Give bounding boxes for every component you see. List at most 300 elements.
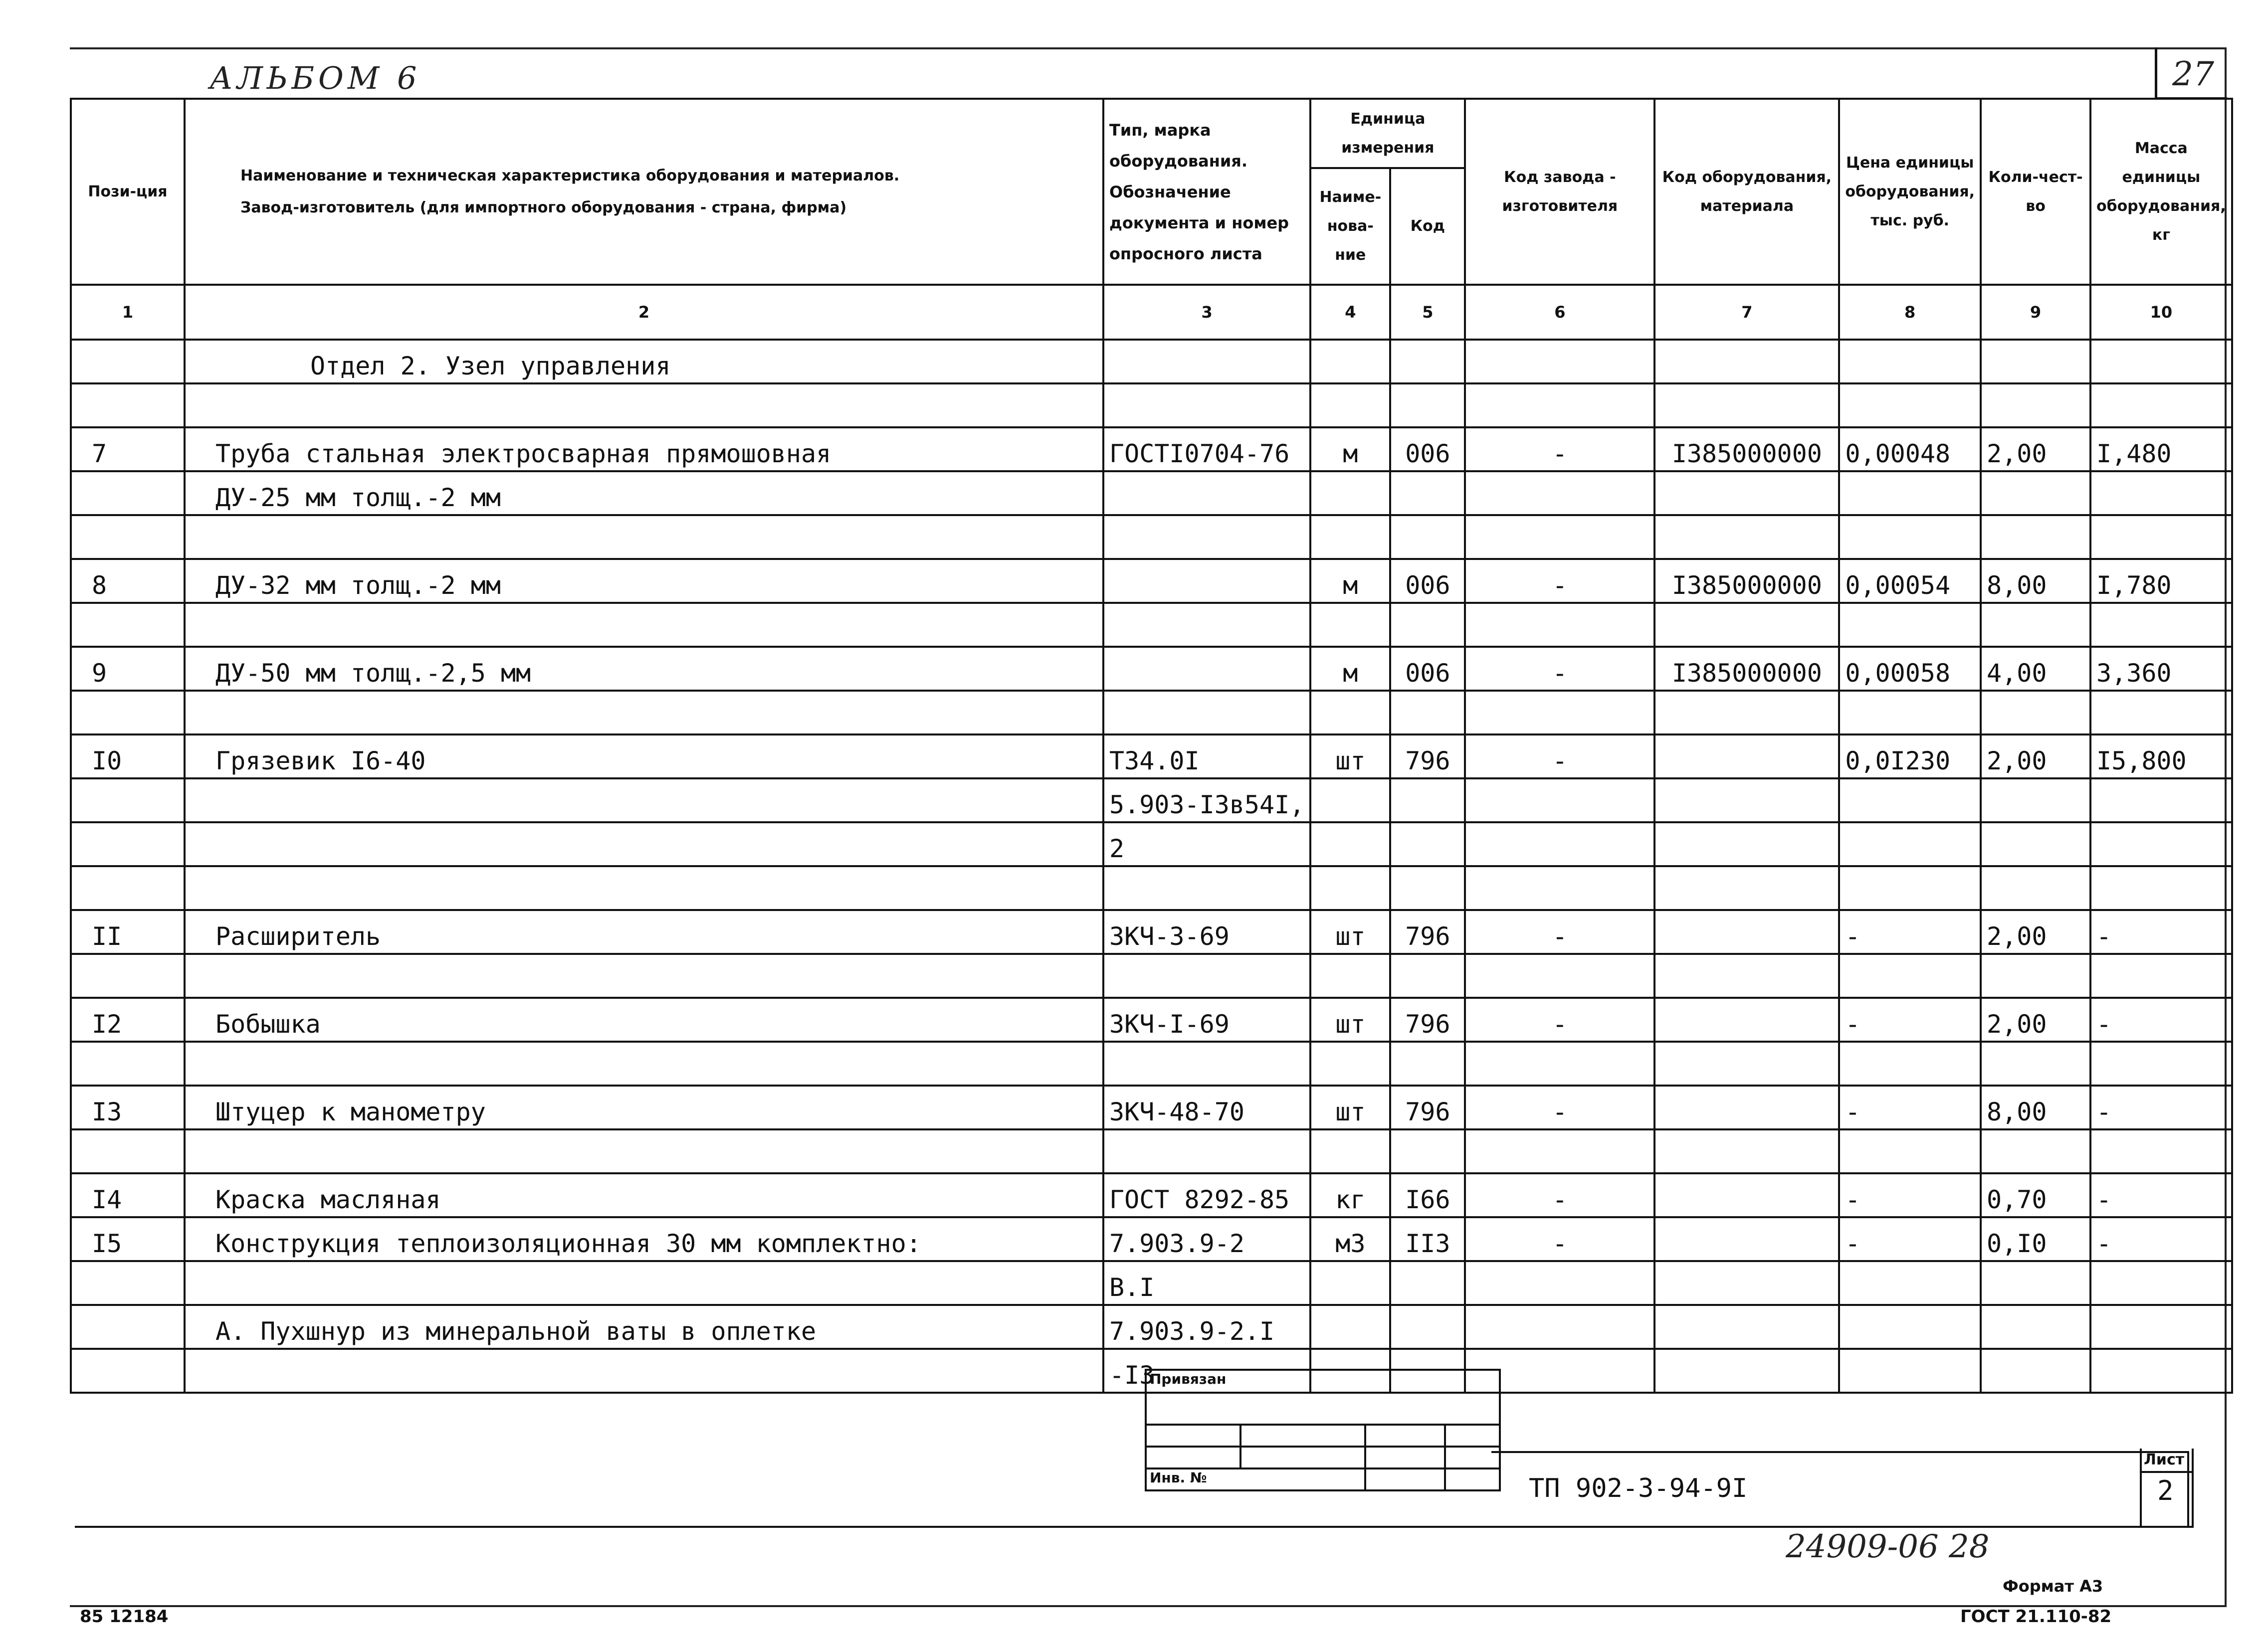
unit-name-cell (1310, 603, 1390, 647)
price-cell (1839, 954, 1981, 998)
table-row (71, 647, 2232, 691)
unit-name-cell: м3 (1310, 1217, 1390, 1261)
unit-code-cell (1390, 1305, 1465, 1349)
type-cell: -I3 (1103, 1349, 1310, 1393)
mass-cell (2090, 1305, 2232, 1349)
unit-name-cell (1310, 954, 1390, 998)
header-name-line1: Наименование и техническая характеристика оборудования и материалов. (240, 167, 900, 184)
factory-code-cell: - (1465, 910, 1654, 954)
sheet-divider (2140, 1471, 2192, 1473)
type-cell (1103, 383, 1310, 427)
price-cell: - (1839, 998, 1981, 1042)
inventory-number: 24909-06 28 (1786, 1528, 1990, 1565)
material-code-cell (1654, 1042, 1839, 1086)
type-cell (1103, 603, 1310, 647)
mass-cell (2090, 778, 2232, 822)
factory-code-cell: - (1465, 734, 1654, 778)
type-cell: ГОСТI0704-76 (1103, 427, 1310, 471)
stamp-cell (1365, 1425, 1445, 1447)
material-code-cell (1654, 1173, 1839, 1217)
price-cell: 0,00058 (1839, 647, 1981, 691)
type-cell (1103, 340, 1310, 383)
price-cell (1839, 383, 1981, 427)
name-cell: ДУ-25 мм толщ.-2 мм (185, 471, 1103, 515)
name-cell (185, 1129, 1103, 1173)
type-cell: ГОСТ 8292-85 (1103, 1173, 1310, 1217)
factory-code-cell (1465, 1129, 1654, 1173)
position-cell: I4 (71, 1173, 185, 1217)
factory-code-cell (1465, 954, 1654, 998)
position-cell (71, 1305, 185, 1349)
quantity-cell (1981, 1349, 2090, 1393)
quantity-cell: 2,00 (1981, 734, 2090, 778)
mass-cell (2090, 1042, 2232, 1086)
table-row (71, 1217, 2232, 1261)
unit-name-cell: шт (1310, 998, 1390, 1042)
price-cell (1839, 1349, 1981, 1393)
price-cell: - (1839, 910, 1981, 954)
unit-code-cell (1390, 471, 1465, 515)
position-cell (71, 515, 185, 559)
type-cell (1103, 647, 1310, 691)
unit-code-cell (1390, 866, 1465, 910)
position-cell (71, 866, 185, 910)
quantity-cell: 0,70 (1981, 1173, 2090, 1217)
table-row (71, 603, 2232, 647)
position-cell (71, 778, 185, 822)
table-row (71, 691, 2232, 734)
unit-code-cell: 006 (1390, 427, 1465, 471)
factory-code-cell: - (1465, 427, 1654, 471)
quantity-cell (1981, 691, 2090, 734)
table-row (71, 998, 2232, 1042)
quantity-cell: 8,00 (1981, 1086, 2090, 1129)
quantity-cell (1981, 778, 2090, 822)
price-cell: 0,00048 (1839, 427, 1981, 471)
factory-code-cell (1465, 1305, 1654, 1349)
mass-cell (2090, 603, 2232, 647)
quantity-cell: 0,I0 (1981, 1217, 2090, 1261)
header-unit: Единица измерения (1310, 99, 1465, 168)
mass-cell: - (2090, 1173, 2232, 1217)
unit-code-cell: 006 (1390, 559, 1465, 603)
unit-code-cell (1390, 1042, 1465, 1086)
quantity-cell (1981, 515, 2090, 559)
position-cell (71, 1042, 185, 1086)
unit-code-cell: 006 (1390, 647, 1465, 691)
stamp-cell (1240, 1447, 1365, 1468)
position-cell (71, 471, 185, 515)
position-cell (71, 603, 185, 647)
specification-table (70, 98, 2233, 1394)
type-cell (1103, 954, 1310, 998)
stamp-cell (1365, 1447, 1445, 1468)
type-cell: 7.903.9-2 (1103, 1217, 1310, 1261)
quantity-cell (1981, 471, 2090, 515)
mass-cell: I,480 (2090, 427, 2232, 471)
material-code-cell (1654, 866, 1839, 910)
header-price: Цена единицы оборудования, тыс. руб. (1839, 99, 1981, 285)
material-code-cell (1654, 1349, 1839, 1393)
format-label: Формат А3 (2003, 1577, 2103, 1596)
sheet-number: 2 (2157, 1475, 2174, 1506)
factory-code-cell (1465, 866, 1654, 910)
header-name-line2: Завод-изготовитель (для импортного оборудования - страна, фирма) (240, 198, 847, 216)
type-cell (1103, 471, 1310, 515)
position-cell (71, 1129, 185, 1173)
unit-name-cell (1310, 1129, 1390, 1173)
price-cell (1839, 1129, 1981, 1173)
mass-cell (2090, 866, 2232, 910)
quantity-cell (1981, 1129, 2090, 1173)
mass-cell (2090, 340, 2232, 383)
table-row (71, 866, 2232, 910)
unit-code-cell (1390, 383, 1465, 427)
price-cell: 0,0I230 (1839, 734, 1981, 778)
mass-cell (2090, 383, 2232, 427)
price-cell (1839, 603, 1981, 647)
name-cell: ДУ-50 мм толщ.-2,5 мм (185, 647, 1103, 691)
quantity-cell (1981, 1042, 2090, 1086)
position-cell (71, 340, 185, 383)
mass-cell (2090, 822, 2232, 866)
name-cell: Расширитель (185, 910, 1103, 954)
unit-name-cell: м (1310, 647, 1390, 691)
header-factory-code: Код завода - изготовителя (1465, 99, 1654, 285)
factory-code-cell: - (1465, 1086, 1654, 1129)
name-cell (185, 1261, 1103, 1305)
name-cell (185, 954, 1103, 998)
specification-body (71, 340, 2232, 1393)
unit-code-cell: 796 (1390, 734, 1465, 778)
mass-cell: I,780 (2090, 559, 2232, 603)
unit-name-cell: кг (1310, 1173, 1390, 1217)
factory-code-cell (1465, 515, 1654, 559)
material-code-cell (1654, 822, 1839, 866)
header-quantity: Коли-чест-во (1981, 99, 2090, 285)
type-cell (1103, 559, 1310, 603)
header-unit-name: Наиме-нова-ние (1310, 168, 1390, 285)
material-code-cell (1654, 734, 1839, 778)
position-cell: 8 (71, 559, 185, 603)
mass-cell (2090, 1261, 2232, 1305)
table-row (71, 1305, 2232, 1349)
unit-code-cell (1390, 1129, 1465, 1173)
table-row (71, 383, 2232, 427)
mass-cell: - (2090, 1086, 2232, 1129)
column-number: 2 (185, 285, 1103, 340)
position-cell (71, 1349, 185, 1393)
factory-code-cell: - (1465, 559, 1654, 603)
stamp-linked-label: Привязан (1146, 1370, 1500, 1425)
quantity-cell: 2,00 (1981, 998, 2090, 1042)
unit-code-cell: 796 (1390, 998, 1465, 1042)
unit-code-cell (1390, 691, 1465, 734)
stamp-cell (1445, 1425, 1500, 1447)
table-row (71, 778, 2232, 822)
unit-name-cell (1310, 1261, 1390, 1305)
mass-cell (2090, 515, 2232, 559)
type-cell: 2 (1103, 822, 1310, 866)
position-cell: II (71, 910, 185, 954)
quantity-cell (1981, 603, 2090, 647)
type-cell (1103, 1042, 1310, 1086)
quantity-cell: 4,00 (1981, 647, 2090, 691)
position-cell: I0 (71, 734, 185, 778)
type-cell: 5.903-I3в54I, (1103, 778, 1310, 822)
factory-code-cell (1465, 822, 1654, 866)
column-number: 5 (1390, 285, 1465, 340)
table-row (71, 1173, 2232, 1217)
price-cell (1839, 822, 1981, 866)
stamp-cell (1146, 1425, 1240, 1447)
mass-cell: - (2090, 910, 2232, 954)
document-number: ТП 902-3-94-9I (1529, 1473, 1748, 1503)
table-row (71, 822, 2232, 866)
position-cell (71, 1261, 185, 1305)
price-cell (1839, 1305, 1981, 1349)
position-cell (71, 691, 185, 734)
name-cell (185, 515, 1103, 559)
material-code-cell (1654, 383, 1839, 427)
header-unit-code: Код (1390, 168, 1465, 285)
material-code-cell (1654, 998, 1839, 1042)
column-number: 7 (1654, 285, 1839, 340)
price-cell: - (1839, 1217, 1981, 1261)
table-row (71, 734, 2232, 778)
position-cell: 7 (71, 427, 185, 471)
unit-code-cell: 796 (1390, 910, 1465, 954)
position-cell (71, 954, 185, 998)
type-cell: 3КЧ-I-69 (1103, 998, 1310, 1042)
unit-code-cell (1390, 778, 1465, 822)
mass-cell (2090, 1349, 2232, 1393)
unit-code-cell: I66 (1390, 1173, 1465, 1217)
table-row (71, 1129, 2232, 1173)
name-cell: А. Пухшнур из минеральной ваты в оплетке (185, 1305, 1103, 1349)
name-cell (185, 822, 1103, 866)
sheet-label: Лист (2144, 1451, 2185, 1468)
header-position: Пози-ция (71, 99, 185, 285)
mass-cell (2090, 1129, 2232, 1173)
material-code-cell: I385000000 (1654, 427, 1839, 471)
table-row (71, 340, 2232, 383)
material-code-cell (1654, 603, 1839, 647)
table-row (71, 1042, 2232, 1086)
name-cell (185, 778, 1103, 822)
quantity-cell (1981, 383, 2090, 427)
column-number: 1 (71, 285, 185, 340)
unit-name-cell: м (1310, 427, 1390, 471)
factory-code-cell: - (1465, 647, 1654, 691)
column-number: 6 (1465, 285, 1654, 340)
price-cell (1839, 471, 1981, 515)
price-cell (1839, 691, 1981, 734)
price-cell (1839, 340, 1981, 383)
bottom-rule (75, 1526, 2190, 1528)
position-cell: I3 (71, 1086, 185, 1129)
name-cell: Бобышка (185, 998, 1103, 1042)
quantity-cell (1981, 1261, 2090, 1305)
material-code-cell (1654, 515, 1839, 559)
unit-name-cell: шт (1310, 734, 1390, 778)
unit-name-cell: м (1310, 559, 1390, 603)
stamp-cell (1146, 1447, 1240, 1468)
material-code-cell (1654, 1217, 1839, 1261)
table-row (71, 427, 2232, 471)
unit-name-cell (1310, 471, 1390, 515)
price-cell (1839, 1261, 1981, 1305)
name-cell: Отдел 2. Узел управления (185, 340, 1103, 383)
factory-code-cell (1465, 603, 1654, 647)
gost-label: ГОСТ 21.110-82 (1960, 1607, 2112, 1627)
factory-code-cell (1465, 691, 1654, 734)
unit-code-cell (1390, 603, 1465, 647)
unit-name-cell: шт (1310, 1086, 1390, 1129)
material-code-cell (1654, 1305, 1839, 1349)
factory-code-cell: - (1465, 1173, 1654, 1217)
position-cell (71, 822, 185, 866)
left-code: 85 12184 (80, 1607, 169, 1627)
table-row (71, 910, 2232, 954)
unit-name-cell (1310, 515, 1390, 559)
mass-cell: 3,360 (2090, 647, 2232, 691)
name-cell: Труба стальная электросварная прямошовная (185, 427, 1103, 471)
material-code-cell (1654, 1129, 1839, 1173)
factory-code-cell (1465, 471, 1654, 515)
price-cell: - (1839, 1086, 1981, 1129)
mass-cell: I5,800 (2090, 734, 2232, 778)
material-code-cell (1654, 1086, 1839, 1129)
unit-name-cell (1310, 691, 1390, 734)
unit-code-cell (1390, 515, 1465, 559)
factory-code-cell (1465, 383, 1654, 427)
unit-code-cell: II3 (1390, 1217, 1465, 1261)
table-row (71, 471, 2232, 515)
table-row (71, 1261, 2232, 1305)
stamp-cell (1240, 1425, 1365, 1447)
quantity-cell (1981, 340, 2090, 383)
album-label: АЛЬБОМ 6 (209, 60, 421, 96)
quantity-cell (1981, 1305, 2090, 1349)
material-code-cell: I385000000 (1654, 647, 1839, 691)
table-row (71, 559, 2232, 603)
header-material-code: Код оборудования, материала (1654, 99, 1839, 285)
linkage-stamp (1145, 1369, 1501, 1491)
name-cell: ДУ-32 мм толщ.-2 мм (185, 559, 1103, 603)
mass-cell (2090, 691, 2232, 734)
price-cell: 0,00054 (1839, 559, 1981, 603)
material-code-cell (1654, 778, 1839, 822)
quantity-cell: 2,00 (1981, 427, 2090, 471)
factory-code-cell: - (1465, 998, 1654, 1042)
type-cell (1103, 1129, 1310, 1173)
unit-name-cell (1310, 1305, 1390, 1349)
header-name (185, 99, 1103, 285)
material-code-cell (1654, 340, 1839, 383)
unit-name-cell (1310, 822, 1390, 866)
header-type: Тип, марка оборудования. Обозначение документа и номер опросного листа (1103, 99, 1310, 285)
name-cell: Конструкция теплоизоляционная 30 мм комплектно: (185, 1217, 1103, 1261)
name-cell (185, 383, 1103, 427)
mass-cell: - (2090, 1217, 2232, 1261)
factory-code-cell (1465, 340, 1654, 383)
column-number: 9 (1981, 285, 2090, 340)
material-code-cell (1654, 910, 1839, 954)
factory-code-cell (1465, 778, 1654, 822)
unit-name-cell (1310, 383, 1390, 427)
price-cell (1839, 778, 1981, 822)
quantity-cell: 2,00 (1981, 910, 2090, 954)
mass-cell (2090, 954, 2232, 998)
type-cell: 7.903.9-2.I (1103, 1305, 1310, 1349)
factory-code-cell: - (1465, 1217, 1654, 1261)
table-row (71, 954, 2232, 998)
column-number: 10 (2090, 285, 2232, 340)
position-cell (71, 383, 185, 427)
column-number: 3 (1103, 285, 1310, 340)
type-cell: 3КЧ-48-70 (1103, 1086, 1310, 1129)
name-cell (185, 691, 1103, 734)
price-cell (1839, 515, 1981, 559)
material-code-cell (1654, 1261, 1839, 1305)
quantity-cell (1981, 822, 2090, 866)
position-cell: 9 (71, 647, 185, 691)
name-cell: Штуцер к манометру (185, 1086, 1103, 1129)
stamp-cell (1365, 1468, 1445, 1490)
price-cell (1839, 1042, 1981, 1086)
name-cell: Краска масляная (185, 1173, 1103, 1217)
material-code-cell: I385000000 (1654, 559, 1839, 603)
price-cell: - (1839, 1173, 1981, 1217)
type-cell (1103, 866, 1310, 910)
table-row (71, 515, 2232, 559)
unit-name-cell (1310, 866, 1390, 910)
type-cell: Т34.0I (1103, 734, 1310, 778)
mass-cell: - (2090, 998, 2232, 1042)
stamp-inv-label: Инв. № (1146, 1468, 1365, 1490)
name-cell (185, 1042, 1103, 1086)
type-cell: 3КЧ-3-69 (1103, 910, 1310, 954)
factory-code-cell (1465, 1042, 1654, 1086)
table-row (71, 1086, 2232, 1129)
unit-code-cell (1390, 822, 1465, 866)
name-cell: Грязевик I6-40 (185, 734, 1103, 778)
type-cell (1103, 515, 1310, 559)
quantity-cell: 8,00 (1981, 559, 2090, 603)
unit-name-cell: шт (1310, 910, 1390, 954)
material-code-cell (1654, 471, 1839, 515)
unit-name-cell (1310, 778, 1390, 822)
header-mass: Масса единицы оборудования, кг (2090, 99, 2232, 285)
unit-code-cell (1390, 954, 1465, 998)
name-cell (185, 603, 1103, 647)
column-number: 4 (1310, 285, 1390, 340)
material-code-cell (1654, 691, 1839, 734)
name-cell (185, 1349, 1103, 1393)
position-cell: I2 (71, 998, 185, 1042)
column-number: 8 (1839, 285, 1981, 340)
unit-code-cell (1390, 340, 1465, 383)
page-number: 27 (2172, 55, 2214, 93)
name-cell (185, 866, 1103, 910)
material-code-cell (1654, 954, 1839, 998)
quantity-cell (1981, 954, 2090, 998)
unit-code-cell: 796 (1390, 1086, 1465, 1129)
factory-code-cell (1465, 1261, 1654, 1305)
unit-name-cell (1310, 340, 1390, 383)
column-numbers-row (71, 285, 2232, 340)
